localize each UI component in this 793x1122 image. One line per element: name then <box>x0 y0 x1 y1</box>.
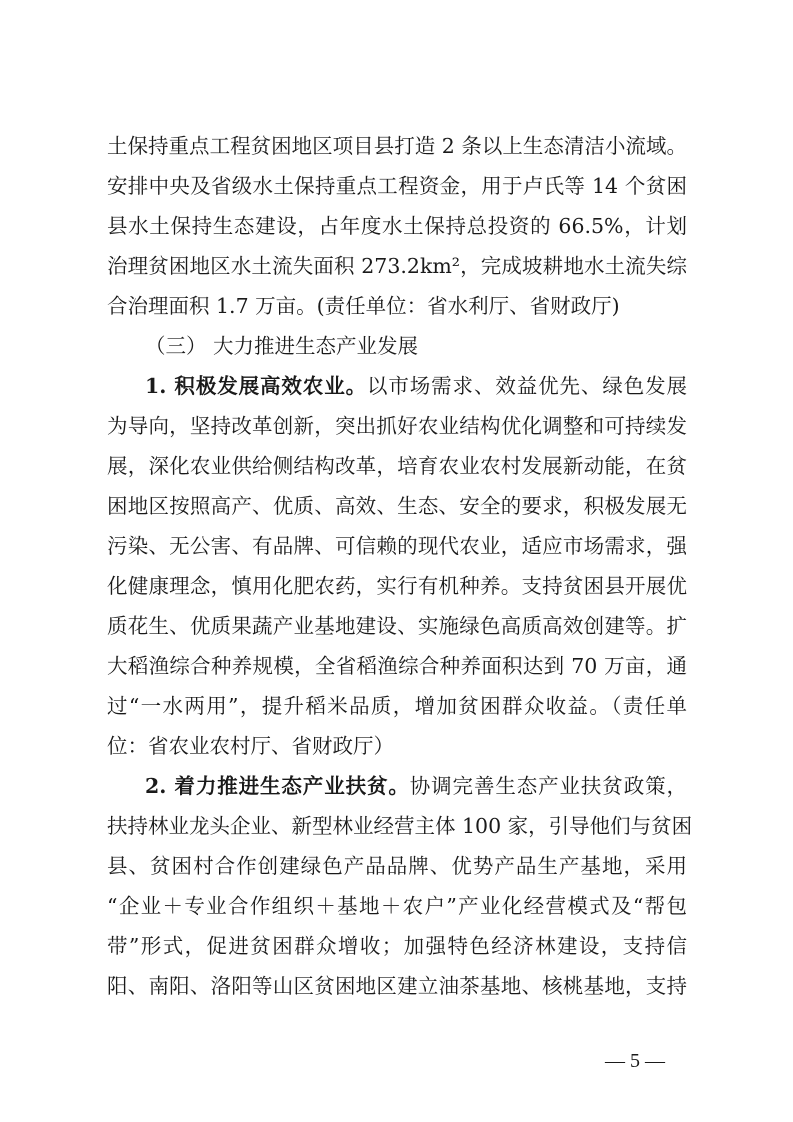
item1-line: 困地区按照高产、优质、高效、生态、安全的要求，积极发展无 <box>107 494 687 518</box>
item1-line: 质花生、优质果蔬产业基地建设、实施绿色高质高效创建等。扩 <box>107 614 687 638</box>
item1-line: 为导向，坚持改革创新，突出抓好农业结构优化调整和可持续发 <box>107 414 687 438</box>
section-heading: （三） 大力推进生态产业发展 <box>145 334 419 358</box>
item1-first-line <box>145 372 687 400</box>
item2-first-line-rest: 协调完善生态产业扶贫政策， <box>409 774 687 798</box>
page-number: — 5 — <box>605 1050 665 1072</box>
intro-line-3: 县水土保持生态建设，占年度水土保持总投资的 66.5%，计划 <box>107 214 687 238</box>
item1-title: 1. 积极发展高效农业。 <box>145 374 367 398</box>
item1-line: 过“一水两用”，提升稻米品质，增加贫困群众收益。（责任单 <box>107 694 687 718</box>
item1-line: 化健康理念，慎用化肥农药，实行有机种养。支持贫困县开展优 <box>107 574 687 598</box>
item1-line: 展，深化农业供给侧结构改革，培育农业农村发展新动能，在贫 <box>107 454 687 478</box>
item2-line: 县、贫困村合作创建绿色产品品牌、优势产品生产基地，采用 <box>107 854 687 878</box>
item2-line: 阳、南阳、洛阳等山区贫困地区建立油茶基地、核桃基地，支持 <box>107 974 687 998</box>
item2-first-line <box>145 772 687 800</box>
item1-line: 大稻渔综合种养规模，全省稻渔综合种养面积达到 70 万亩，通 <box>107 654 687 678</box>
item1-line: 位：省农业农村厅、省财政厅） <box>107 734 394 758</box>
item2-line: “企业＋专业合作组织＋基地＋农户”产业化经营模式及“帮包 <box>107 894 687 918</box>
item2-line: 扶持林业龙头企业、新型林业经营主体 100 家，引导他们与贫困 <box>107 814 693 838</box>
intro-line-1: 土保持重点工程贫困地区项目县打造 2 条以上生态清洁小流域。 <box>107 134 687 158</box>
item2-line: 带”形式，促进贫困群众增收；加强特色经济林建设，支持信 <box>107 934 687 958</box>
intro-line-4: 治理贫困地区水土流失面积 273.2km²，完成坡耕地水土流失综 <box>107 254 687 278</box>
item1-first-line-rest: 以市场需求、效益优先、绿色发展 <box>366 374 687 398</box>
item1-line: 污染、无公害、有品牌、可信赖的现代农业，适应市场需求，强 <box>107 534 687 558</box>
intro-line-2: 安排中央及省级水土保持重点工程资金，用于卢氏等 14 个贫困 <box>107 174 687 198</box>
item2-title: 2. 着力推进生态产业扶贫。 <box>145 774 410 798</box>
intro-line-5: 合治理面积 1.7 万亩。(责任单位：省水利厅、省财政厅) <box>107 294 620 318</box>
